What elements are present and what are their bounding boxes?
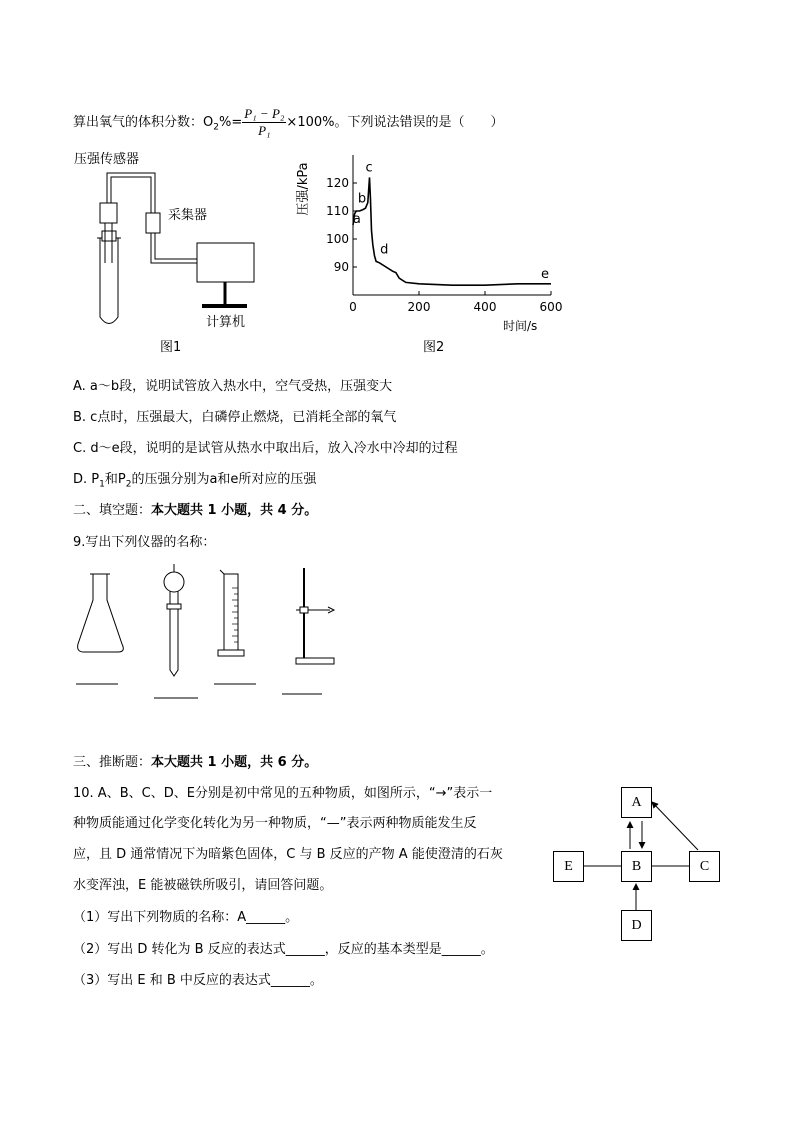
point-label-d: d bbox=[380, 242, 389, 258]
pressure-curve bbox=[353, 177, 551, 285]
y-tick-label: 90 bbox=[333, 260, 349, 274]
node-b: B bbox=[621, 851, 652, 882]
y-axis-label: 压强/kPa bbox=[296, 162, 311, 216]
option-d-part2: 和P bbox=[104, 472, 126, 487]
graduated-cylinder-icon bbox=[214, 570, 256, 684]
section-2-bold: 本大题共 1 小题，共 4 分。 bbox=[151, 503, 318, 518]
c-to-a-arrow bbox=[652, 802, 698, 850]
figure-1-caption: 图1 bbox=[160, 340, 182, 355]
node-d: D bbox=[621, 910, 652, 941]
node-a: A bbox=[621, 787, 652, 818]
pressure-sensor-label: 压强传感器 bbox=[74, 152, 140, 167]
collector-label: 采集器 bbox=[168, 208, 208, 223]
figure-2-caption: 图2 bbox=[423, 340, 445, 355]
point-label-c: c bbox=[365, 160, 373, 176]
stopper bbox=[102, 231, 116, 241]
section-3-prefix: 三、推断题： bbox=[73, 755, 152, 770]
point-label-b: b bbox=[357, 191, 367, 207]
x-tick-label: 400 bbox=[473, 300, 497, 314]
q8-formula-line bbox=[73, 106, 503, 139]
x-tick-label: 0 bbox=[349, 300, 357, 314]
option-d-part3: 的压强分别为a和e所对应的压强 bbox=[131, 472, 317, 487]
computer-label: 计算机 bbox=[206, 315, 246, 330]
y-tick-label: 100 bbox=[326, 232, 349, 246]
point-label-a: a bbox=[352, 212, 361, 227]
q10-sub-2: （2）写出 D 转化为 B 反应的表达式______，反应的基本类型是______。 bbox=[73, 942, 494, 957]
section-2-heading bbox=[73, 499, 317, 518]
q10-line-2: 种物质能通过化学变化转化为另一种物质，“—”表示两种物质能发生反 bbox=[73, 816, 477, 831]
x-axis-label: 时间/s bbox=[503, 319, 538, 333]
node-c: C bbox=[689, 851, 720, 882]
iron-stand-icon bbox=[282, 568, 334, 694]
q10-sub-3: （3）写出 E 和 B 中反应的表达式______。 bbox=[73, 973, 323, 988]
test-tube bbox=[100, 238, 118, 324]
x-tick-label: 600 bbox=[539, 300, 563, 314]
figure-2-chart bbox=[293, 145, 593, 360]
sensor-box-left bbox=[100, 203, 117, 223]
formula-prefix: 算出氧气的体积分数：O bbox=[73, 115, 214, 130]
q10-line-1: 10. A、B、C、D、E分别是初中常见的五种物质，如图所示，“→”表示一 bbox=[73, 786, 493, 801]
q10-line-3: 应，且 D 通常情况下为暗紫色固体，C 与 B 反应的产物 A 能使澄清的石灰 bbox=[73, 847, 503, 862]
option-d-sub2: 2 bbox=[125, 479, 132, 490]
q10-sub-1: （1）写出下列物质的名称：A______。 bbox=[73, 910, 299, 925]
formula-percent: %= bbox=[218, 115, 243, 130]
formula-suffix: ×100%。下列说法错误的是（ ） bbox=[286, 115, 504, 130]
option-b: B. c点时，压强最大，白磷停止燃烧，已消耗全部的氧气 bbox=[73, 410, 397, 425]
conical-flask-icon bbox=[76, 574, 123, 684]
point-label-e: e bbox=[541, 266, 549, 282]
option-a: A. a～b段，说明试管放入热水中，空气受热，压强变大 bbox=[73, 379, 393, 394]
figure-1-apparatus bbox=[60, 145, 280, 360]
section-3-heading bbox=[73, 751, 317, 770]
fraction-numerator: P₁ − P₂ bbox=[244, 106, 285, 121]
sensor-box-right bbox=[146, 213, 160, 233]
node-e: E bbox=[553, 851, 584, 882]
option-d-part1: D. P bbox=[73, 472, 100, 487]
oxygen-fraction bbox=[242, 106, 286, 139]
computer-stand bbox=[202, 304, 247, 308]
q10-line-4: 水变浑浊，E 能被磁铁所吸引，请回答问题。 bbox=[73, 878, 333, 893]
option-c: C. d～e段，说明的是试管从热水中取出后，放入冷水中冷却的过程 bbox=[73, 441, 458, 456]
option-d bbox=[73, 468, 316, 490]
x-tick-label: 200 bbox=[407, 300, 431, 314]
section-3-bold: 本大题共 1 小题，共 6 分。 bbox=[151, 755, 318, 770]
q9-text: 9.写出下列仪器的名称： bbox=[73, 535, 216, 550]
y-tick-label: 110 bbox=[326, 204, 349, 218]
q9-instruments bbox=[60, 560, 340, 705]
computer-box bbox=[197, 243, 254, 282]
y-tick-label: 120 bbox=[326, 176, 349, 190]
fraction-denominator: P₁ bbox=[258, 123, 271, 138]
option-d-sub1: 1 bbox=[99, 479, 105, 490]
formula-subscript: 2 bbox=[213, 122, 219, 133]
section-2-prefix: 二、填空题： bbox=[73, 503, 152, 518]
separatory-funnel-icon bbox=[154, 564, 198, 698]
